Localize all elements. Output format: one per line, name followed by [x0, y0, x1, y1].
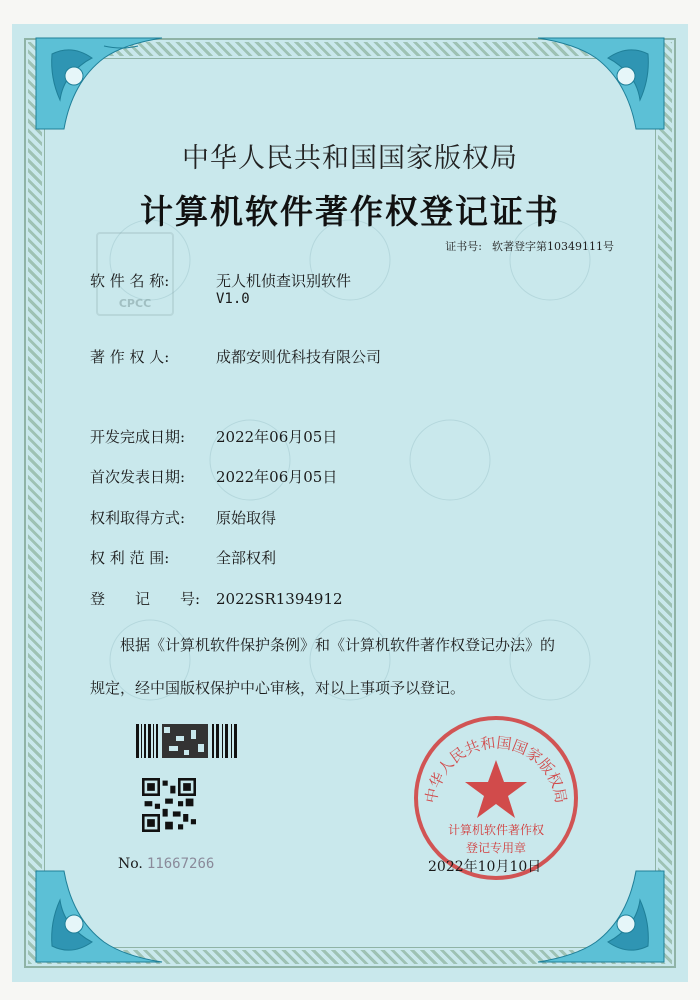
certificate-number-label: 证书号:: [445, 240, 482, 253]
seal-text-line-1: 计算机软件著作权: [447, 823, 545, 837]
certificate-title: 计算机软件著作权登记证书: [140, 192, 560, 231]
statement-line-1: 根据《计算机软件保护条例》和《计算机软件著作权登记办法》的: [120, 636, 556, 654]
cpcc-logo-text: CPCC: [118, 297, 152, 310]
dev-date-label: 开发完成日期:: [90, 428, 186, 446]
barcode: [136, 724, 240, 758]
field-registration-number: [90, 588, 343, 609]
field-owner: [90, 346, 381, 367]
acquire-method-label: 权利取得方式:: [90, 509, 186, 527]
acquire-method-value: 原始取得: [216, 509, 277, 527]
field-pub-date: [90, 466, 337, 487]
serial-number: [118, 856, 214, 872]
field-software-name: [90, 270, 351, 291]
scope-value: 全部权利: [216, 549, 277, 567]
field-scope: [90, 547, 276, 568]
owner-value: 成都安则优科技有限公司: [216, 348, 382, 366]
certificate-number: [445, 238, 614, 254]
software-name-value: 无人机侦查识别软件: [216, 272, 352, 290]
issuing-authority: 中华人民共和国国家版权局: [182, 143, 518, 174]
pub-date-label: 首次发表日期:: [90, 468, 186, 486]
issue-date: 2022年10月10日: [428, 859, 542, 875]
qr-code: [142, 778, 196, 832]
dev-date-value: 2022年06月05日: [216, 428, 338, 446]
scope-label: 权 利 范 围:: [90, 549, 170, 567]
software-version: V1.0: [216, 291, 250, 307]
seal-text-line-2: 登记专用章: [465, 841, 527, 855]
owner-label: 著 作 权 人:: [90, 348, 170, 366]
registration-number-label: 登 记 号:: [90, 590, 201, 608]
corner-ornament-top-right: [536, 36, 666, 131]
field-dev-date: [90, 426, 337, 447]
seal-star-icon: [465, 760, 527, 818]
serial-prefix: No.: [118, 856, 143, 872]
certificate-number-value: 软著登字第10349111号: [492, 240, 614, 253]
seal-outer-text: 中华人民共和国国家版权局: [421, 733, 571, 805]
statement-line-2: 规定，经中国版权保护中心审核，对以上事项予以登记。: [90, 679, 466, 697]
corner-ornament-top-left: [34, 36, 164, 131]
corner-ornament-bottom-left: [34, 869, 164, 964]
pub-date-value: 2022年06月05日: [216, 468, 338, 486]
field-acquire-method: [90, 507, 276, 528]
registration-number-value: 2022SR1394912: [216, 590, 343, 608]
software-name-label: 软 件 名 称:: [90, 272, 170, 290]
serial-value: 11667266: [146, 856, 215, 872]
